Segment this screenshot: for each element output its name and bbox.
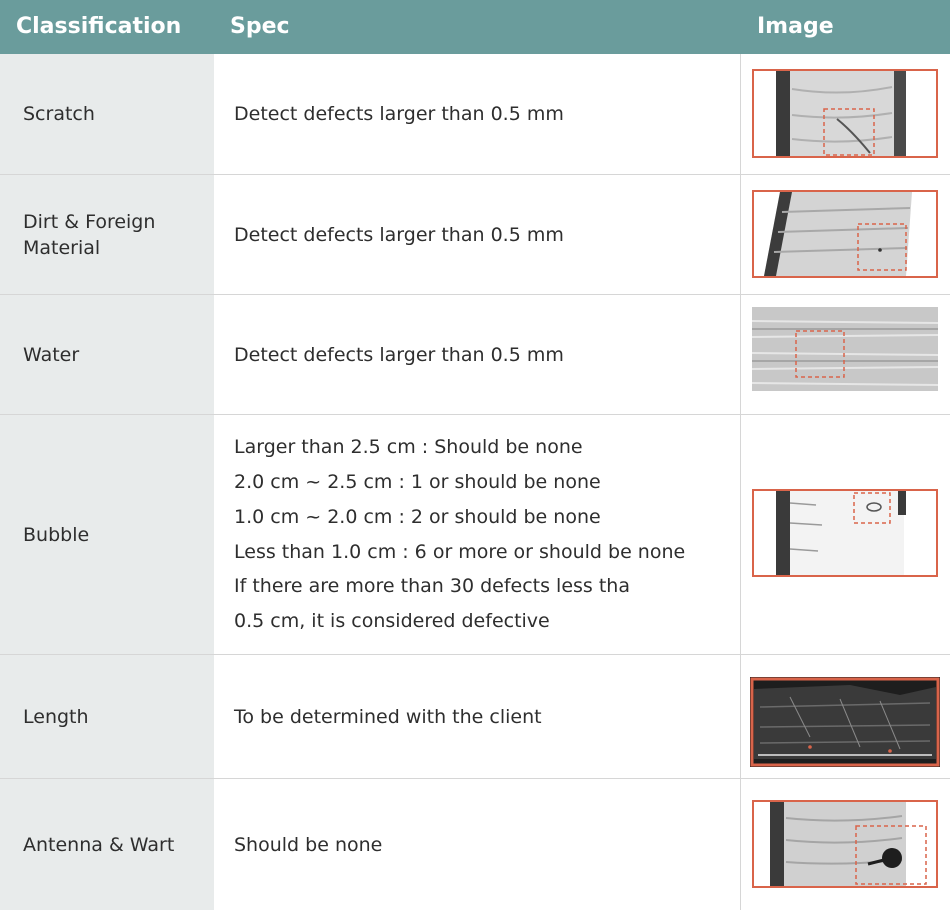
spec-text: To be determined with the client [234, 705, 542, 728]
spec-cell [214, 655, 741, 778]
classification-cell [0, 415, 214, 654]
spec-cell [214, 175, 741, 294]
spec-list [214, 430, 685, 638]
header-spec: Spec [230, 14, 290, 39]
classification-cell [0, 54, 214, 174]
header-classification: Classification [16, 14, 182, 39]
classification-label: Dirt & Foreign Material [23, 210, 156, 259]
classification-label: Antenna & Wart [23, 833, 175, 856]
scratch-defect-photo [752, 69, 938, 158]
image-cell [742, 54, 950, 174]
spec-text: Detect defects larger than 0.5 mm [234, 103, 564, 125]
spec-text: Detect defects larger than 0.5 mm [234, 223, 564, 246]
classification-label: Bubble [23, 523, 90, 546]
spec-cell [214, 295, 741, 414]
table-row [0, 655, 950, 779]
table-row [0, 54, 950, 175]
spec-text: Should be none [234, 833, 383, 856]
header-image: Image [757, 14, 834, 39]
table-row [0, 175, 950, 295]
spec-text: Detect defects larger than 0.5 mm [234, 343, 564, 366]
classification-label: Length [23, 705, 89, 728]
spec-line: If there are more than 30 defects less tha [234, 575, 630, 598]
wart-defect-photo [752, 800, 938, 888]
classification-label: Water [23, 343, 80, 366]
spec-cell [214, 54, 741, 174]
spec-line: Less than 1.0 cm : 6 or more or should be none [234, 540, 686, 563]
dirt-defect-photo [752, 190, 938, 278]
water-defect-photo [752, 307, 938, 391]
classification-cell [0, 175, 214, 294]
table-row [0, 779, 950, 910]
spec-cell [214, 415, 741, 654]
image-cell [742, 655, 950, 778]
classification-cell [0, 655, 214, 778]
spec-line: Larger than 2.5 cm : Should be none [234, 436, 583, 459]
table-header [0, 0, 950, 54]
classification-cell [0, 295, 214, 414]
spec-line: 0.5 cm, it is considered defective [234, 609, 550, 632]
table-row [0, 295, 950, 415]
spec-cell [214, 779, 741, 910]
classification-label: Scratch [23, 103, 95, 125]
spec-line: 2.0 cm ~ 2.5 cm : 1 or should be none [234, 471, 601, 494]
length-measurement-photo [750, 677, 940, 767]
image-cell [742, 175, 950, 294]
bubble-defect-photo [752, 489, 938, 577]
table-row [0, 415, 950, 655]
image-cell [742, 779, 950, 910]
classification-cell [0, 779, 214, 910]
image-cell [742, 295, 950, 414]
image-cell [742, 415, 950, 654]
spec-line: 1.0 cm ~ 2.0 cm : 2 or should be none [234, 505, 601, 528]
